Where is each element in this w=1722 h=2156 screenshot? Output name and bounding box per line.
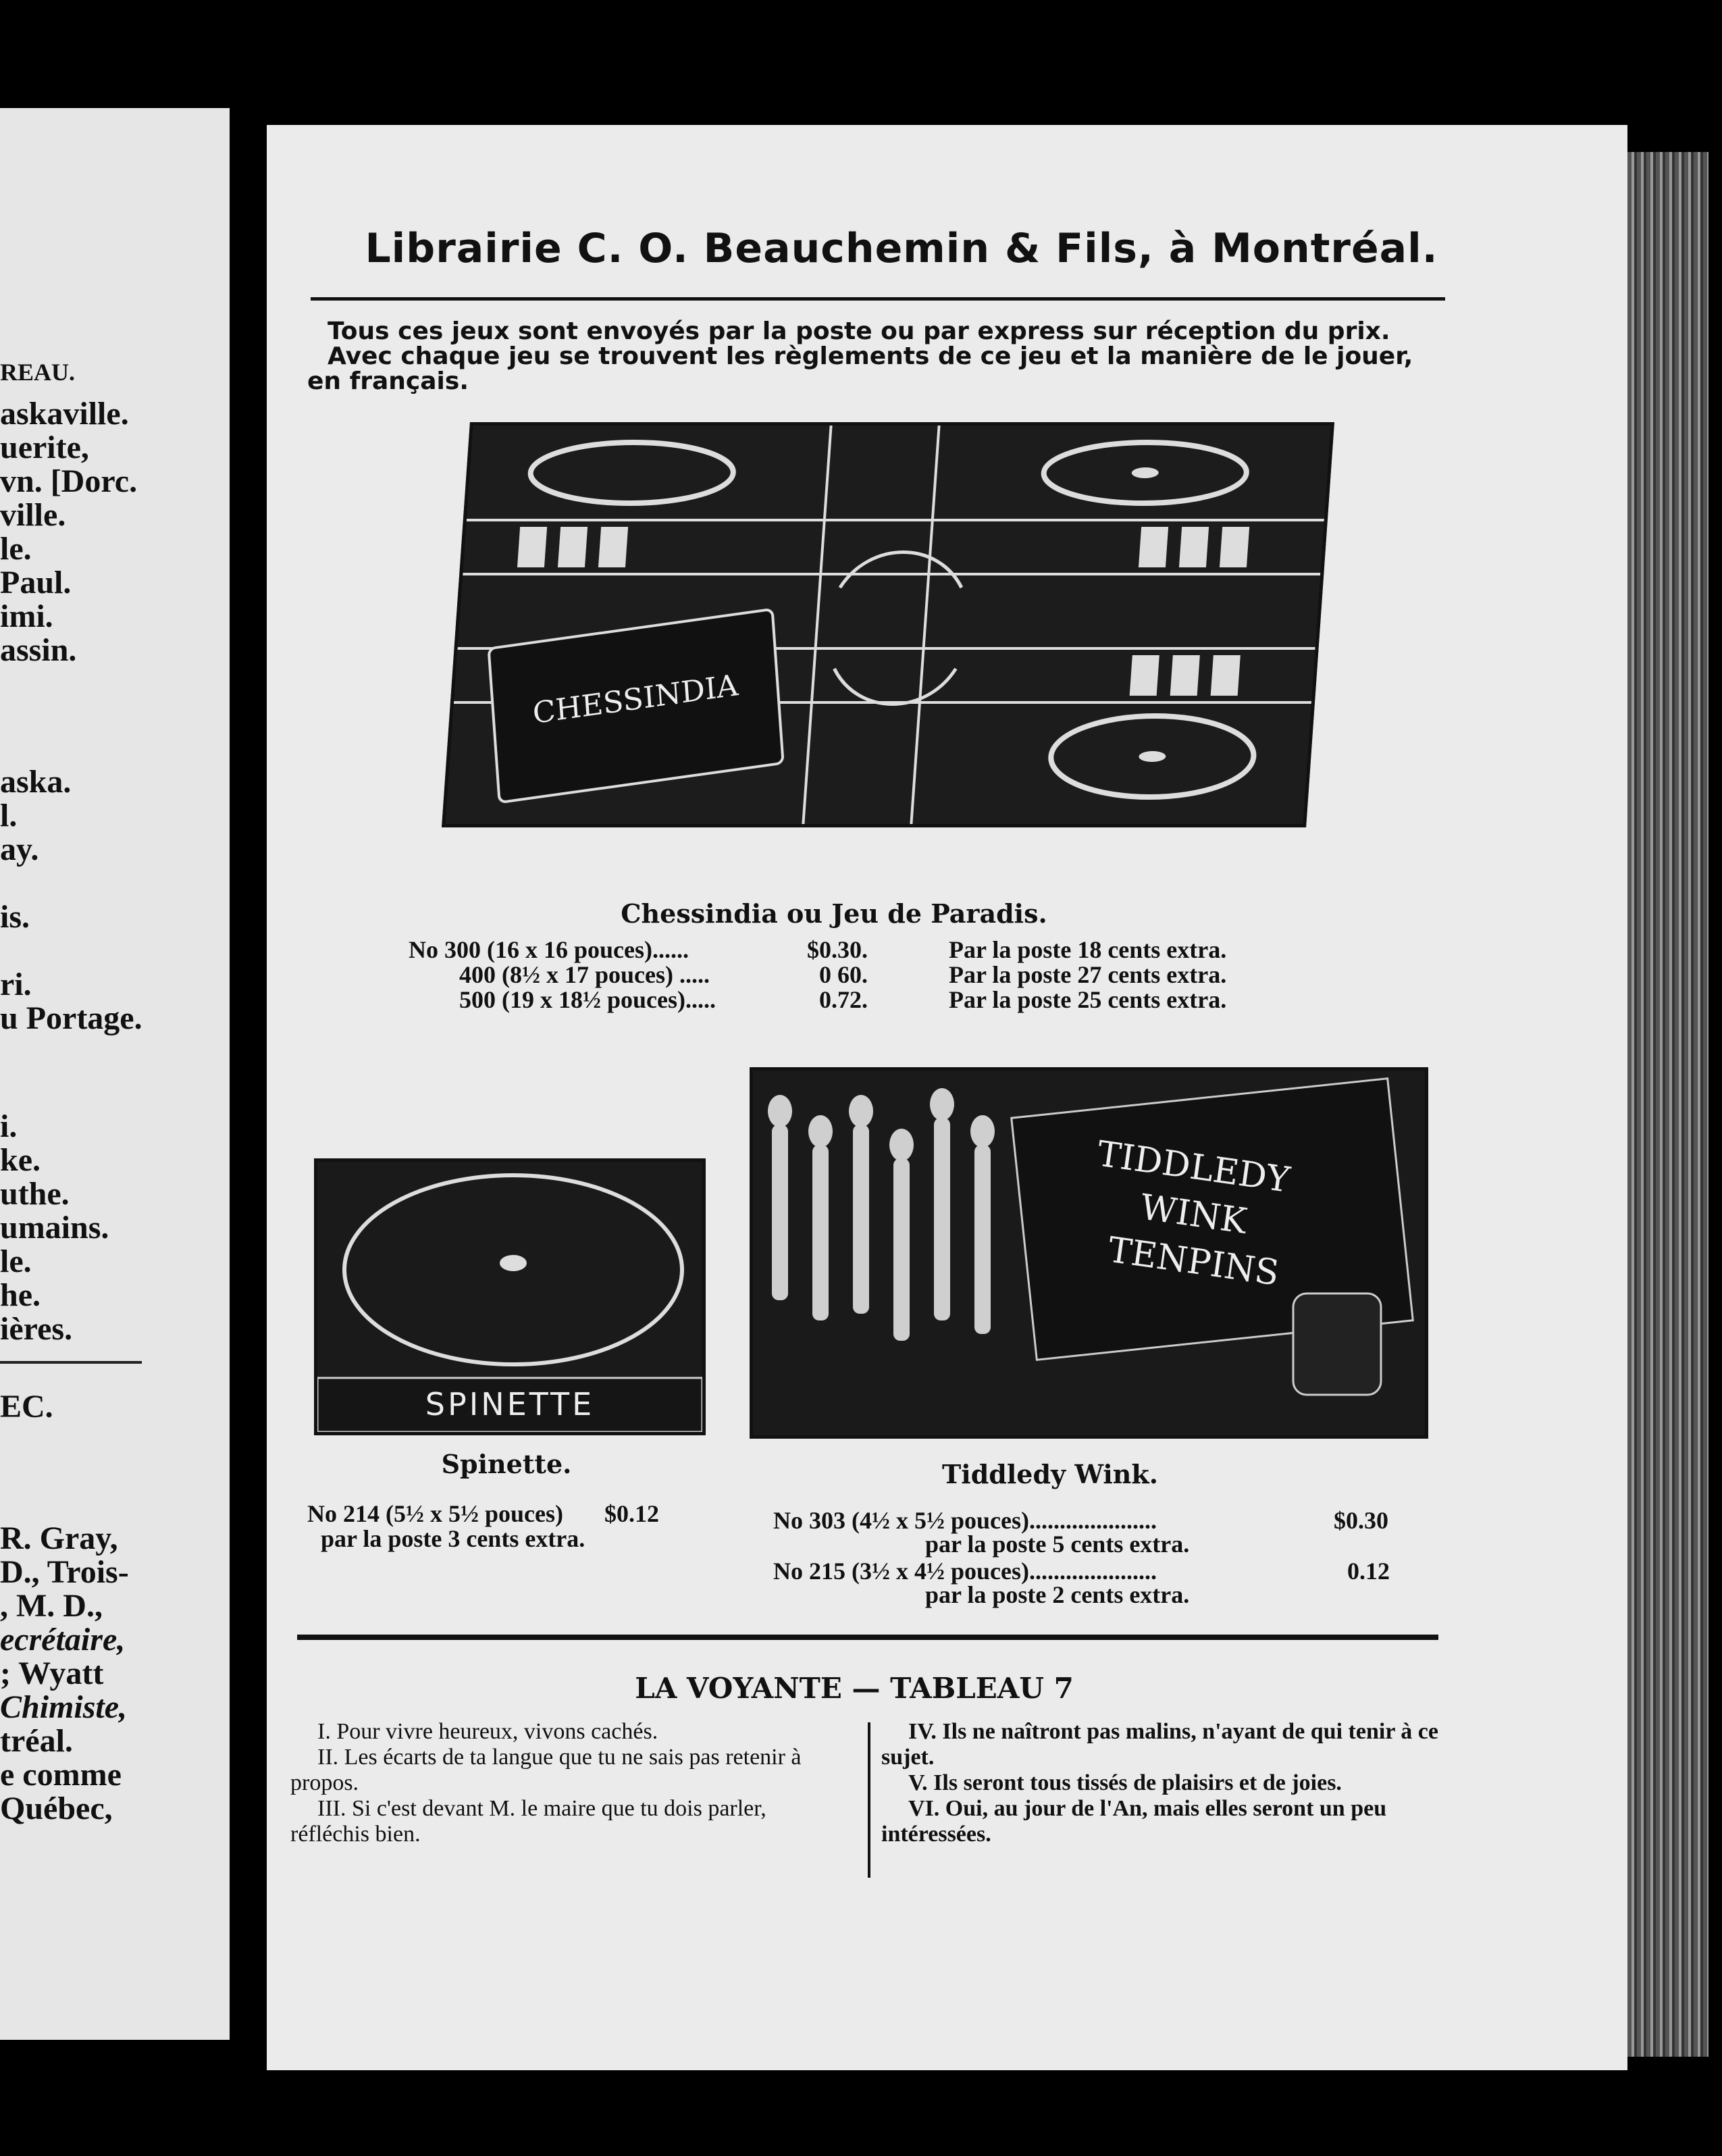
spinette-illustration (314, 1158, 706, 1435)
tiddledy-row-desc: No 303 (4½ x 5½ pouces)..................... (773, 1507, 1157, 1534)
left-page-line: imi. (0, 598, 53, 634)
voyante-answer: V. Ils seront tous tissés de plaisirs et de joies. (908, 1770, 1342, 1795)
tiddledy-wink-graphic (753, 1071, 1425, 1435)
chessindia-caption: Chessindia ou Jeu de Paradis. (621, 898, 1047, 929)
left-page-line: l. (0, 798, 18, 833)
left-page-line: uerite, (0, 430, 89, 465)
spinette-caption: Spinette. (441, 1449, 572, 1479)
tiddledy-box-label-line: WINK (1137, 1187, 1249, 1242)
chessindia-board-graphic (445, 426, 1330, 824)
intro-line: Tous ces jeux sont envoyés par la poste ou par express sur réception du prix. (328, 317, 1390, 345)
catalog-page (267, 125, 1627, 2070)
left-page-rule (0, 1361, 142, 1364)
left-page-line: vn. [Dorc. (0, 463, 138, 499)
left-page-line: D., Trois- (0, 1554, 129, 1590)
left-page-line: ay. (0, 831, 39, 867)
left-page-line: uthe. (0, 1176, 70, 1212)
chessindia-row-post: Par la poste 25 cents extra. (949, 986, 1227, 1013)
book-page-edges (1627, 152, 1708, 2057)
left-page-line: askaville. (0, 396, 129, 432)
left-page-line: i. (0, 1108, 18, 1144)
tiddledy-row-post: par la poste 2 cents extra. (925, 1581, 1190, 1608)
spinette-price: $0.12 (604, 1500, 659, 1527)
section-rule (297, 1635, 1438, 1640)
chessindia-row-desc: No 300 (16 x 16 pouces)...... (409, 936, 689, 963)
chessindia-row-post: Par la poste 18 cents extra. (949, 936, 1227, 963)
column-divider (868, 1722, 870, 1878)
left-page-line: le. (0, 531, 32, 567)
intro-line: Avec chaque jeu se trouvent les règlements de ce jeu et la manière de le jouer, (328, 342, 1413, 370)
left-page-line: ecrétaire, (0, 1622, 126, 1658)
intro-line: en français. (307, 367, 469, 395)
voyante-left-column (290, 1719, 851, 1847)
tiddledy-wink-illustration (750, 1067, 1428, 1439)
left-page-line: umains. (0, 1210, 109, 1246)
left-page-line: he. (0, 1277, 41, 1313)
left-page-line: ville. (0, 497, 66, 533)
chessindia-illustration (442, 422, 1334, 827)
voyante-answer: II. Les écarts de ta langue que tu ne sais pas retenir à propos. (290, 1745, 802, 1795)
spinette-desc: No 214 (5½ x 5½ pouces) (307, 1500, 563, 1527)
left-page-line: R. Gray, (0, 1520, 118, 1556)
voyante-answer: III. Si c'est devant M. le maire que tu dois parler, réfléchis bien. (290, 1796, 766, 1847)
tiddledy-row-price: 0.12 (1347, 1558, 1390, 1585)
left-page-line: ke. (0, 1142, 41, 1178)
chessindia-row-price: 0 60. (819, 961, 868, 988)
tiddledy-box-label-line: TENPINS (1105, 1229, 1282, 1294)
voyante-title: LA VOYANTE — TABLEAU 7 (635, 1672, 1074, 1705)
title-rule (311, 297, 1445, 301)
chessindia-row-desc: 400 (8½ x 17 pouces) ..... (459, 961, 710, 988)
left-page-line: aska. (0, 764, 72, 800)
left-page-line: ri. (0, 967, 32, 1002)
spinette-post: par la poste 3 cents extra. (321, 1525, 585, 1552)
left-page-line: , M. D., (0, 1588, 103, 1624)
left-page-line: Chimiste, (0, 1689, 128, 1725)
left-page-line: u Portage. (0, 1000, 142, 1036)
tiddledy-caption: Tiddledy Wink. (942, 1459, 1158, 1489)
chessindia-row-desc: 500 (19 x 18½ pouces)..... (459, 986, 716, 1013)
left-page-line: Paul. (0, 565, 72, 600)
chessindia-row-price: 0.72. (819, 986, 868, 1013)
left-page-line: Québec, (0, 1791, 113, 1826)
tiddledy-row-post: par la poste 5 cents extra. (925, 1531, 1190, 1558)
tiddledy-row-desc: No 215 (3½ x 4½ pouces)..................... (773, 1558, 1157, 1585)
chessindia-row-post: Par la poste 27 cents extra. (949, 961, 1227, 988)
left-page-line: le. (0, 1243, 32, 1279)
left-page-line: EC. (0, 1389, 53, 1424)
left-page-line: REAU. (0, 359, 76, 386)
voyante-right-column (881, 1719, 1452, 1847)
left-page-line: ières. (0, 1311, 73, 1347)
voyante-answer: VI. Oui, au jour de l'An, mais elles seront un peu intéressées. (881, 1796, 1387, 1847)
tiddledy-row-price: $0.30 (1334, 1507, 1388, 1534)
chessindia-box-label: CHESSINDIA (531, 668, 739, 731)
previous-page-fragment (0, 108, 230, 2040)
left-page-line: assin. (0, 632, 77, 668)
left-page-line: e comme (0, 1757, 122, 1793)
spinette-box-graphic (317, 1162, 702, 1432)
chessindia-row-price: $0.30. (807, 936, 868, 963)
tiddledy-box-label-line: TIDDLEDY (1095, 1133, 1293, 1201)
voyante-answer: IV. Ils ne naîtront pas malins, n'ayant de qui tenir à ce sujet. (881, 1719, 1438, 1770)
left-page-line: tréal. (0, 1723, 73, 1759)
spinette-box-label: SPINETTE (425, 1386, 595, 1422)
voyante-answer: I. Pour vivre heureux, vivons cachés. (317, 1719, 658, 1744)
left-page-line: ; Wyatt (0, 1656, 104, 1691)
left-page-line: is. (0, 899, 30, 935)
page-title: Librairie C. O. Beauchemin & Fils, à Montréal. (365, 225, 1438, 272)
